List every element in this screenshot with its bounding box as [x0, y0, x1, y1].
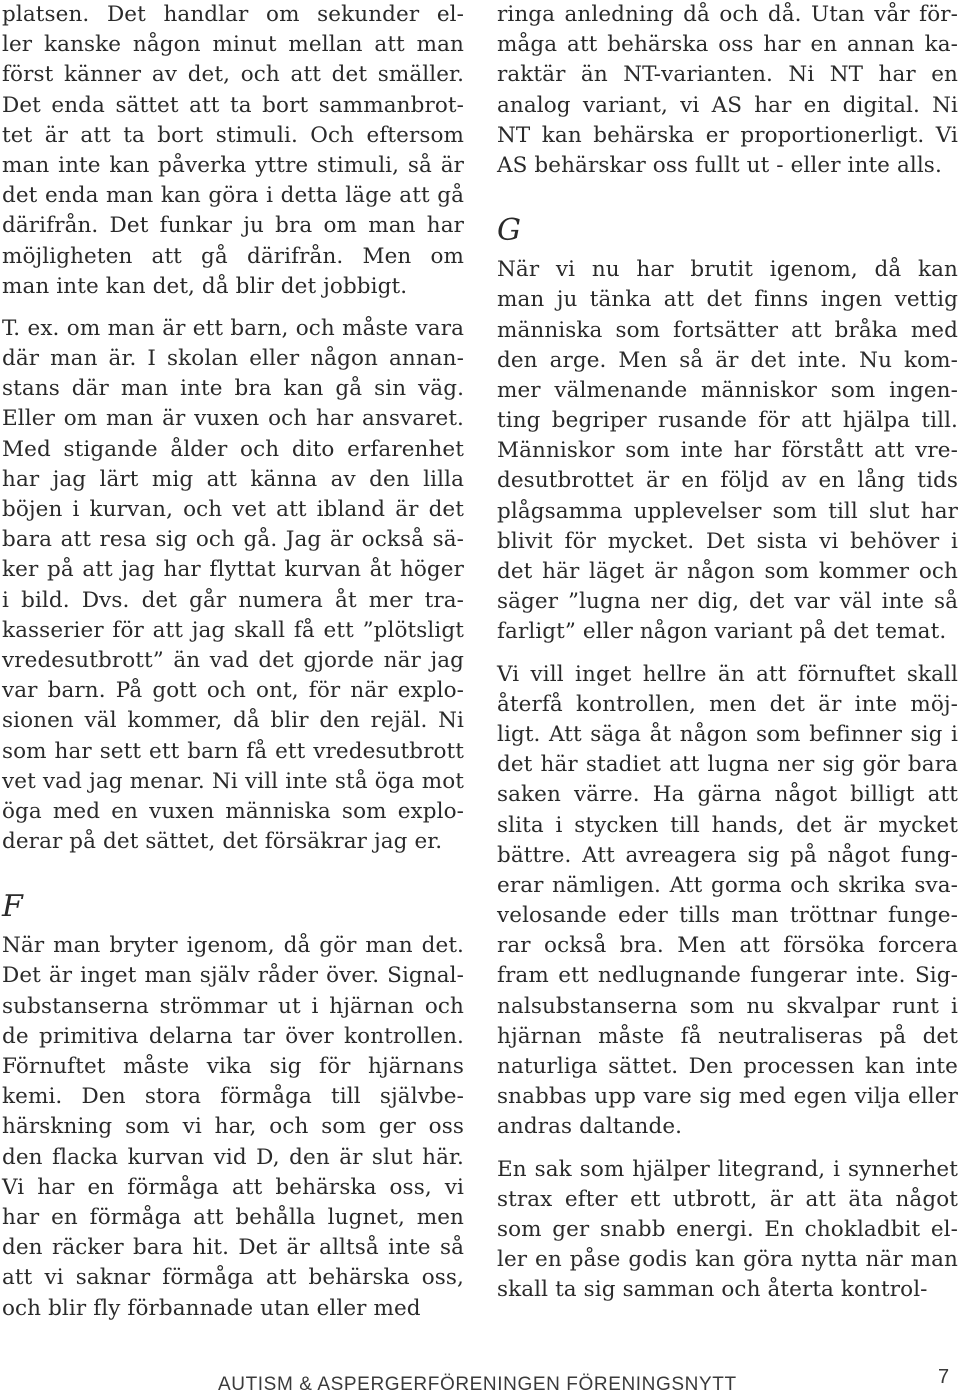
text-line: Förnuftet måste vika sig för hjärnans: [2, 1054, 464, 1079]
paragraph: [497, 1155, 958, 1306]
text-line: mer välmenande människor som ingen-: [497, 377, 958, 403]
text-line: ting begriper rusande för att hjälpa till.: [497, 408, 958, 434]
text-line: säger ”lugna ner dig, det var väl inte så: [497, 589, 958, 615]
text-line: i bild. Dvs. det går numera åt mer tra-: [2, 587, 464, 613]
section-letter-f: F: [2, 889, 23, 925]
page-number: 7: [938, 1366, 950, 1388]
text-line: återfå kontrollen, men det är inte möj-: [497, 691, 958, 717]
text-line: härskning som vi har, och som ger oss: [2, 1114, 464, 1140]
text-line: tet är att ta bort stimuli. Och eftersom: [2, 122, 464, 148]
text-line: måga att behärska oss har en annan ka-: [497, 32, 958, 58]
text-line: den flacka kurvan vid D, den är slut här.: [2, 1144, 464, 1170]
text-line: platsen. Det handlar om sekunder el-: [2, 2, 464, 27]
text-line: Med stigande ålder och dito erfarenhet: [2, 436, 464, 462]
text-line: ligt. Att säga åt någon som befinner sig i: [497, 721, 958, 747]
text-line: bara att resa sig och gå. Jag är också sä-: [2, 527, 464, 553]
text-line: stans där man inte bra kan gå sin väg.: [2, 376, 464, 402]
text-line: sionen väl kommer, då blir den rejäl. Ni: [2, 708, 464, 734]
text-line: den räcker bara hit. Det är alltså inte så: [2, 1235, 464, 1261]
text-line: det enda man kan göra i detta läge att gå: [2, 183, 464, 209]
text-line: öga med en vuxen människa som explo-: [2, 798, 464, 824]
text-line: och blir fly förbannade utan eller med: [2, 1295, 421, 1321]
text-line: slita i stycken till hands, det är mycket: [497, 812, 958, 838]
text-line: skall ta sig samman och återta kontrol-: [497, 1277, 928, 1303]
text-line: naturliga sättet. Den processen kan inte: [497, 1054, 958, 1079]
text-line: saken värre. Ha gärna något billigt att: [497, 782, 958, 808]
text-line: bättre. Att avreagera sig på något fung-: [497, 842, 958, 868]
left-column: [2, 0, 464, 1324]
text-line: När man bryter igenom, då gör man det.: [2, 933, 464, 959]
text-line: nalsubstanserna som nu skvalpar runt i: [497, 993, 958, 1019]
text-line: man inte kan påverka yttre stimuli, så är: [2, 152, 464, 178]
text-line: man ju tänka att det finns ingen vettig: [497, 287, 958, 313]
right-column: [497, 0, 958, 1306]
text-line: substanserna strömmar ut i hjärnan och: [2, 993, 464, 1019]
text-line: kemi. Den stora förmåga till självbe-: [2, 1084, 464, 1110]
text-line: där man är. I skolan eller någon annan-: [2, 346, 464, 372]
paragraph: [2, 0, 464, 302]
text-line: ler kanske någon minut mellan att man: [2, 32, 464, 58]
text-line: ker på att jag har flyttat kurvan åt höger: [2, 557, 464, 583]
text-line: den arge. Men så är det inte. Nu kom-: [497, 347, 958, 373]
text-line: först känner av det, och att det smäller.: [2, 62, 464, 88]
text-line: har jag lärt mig att känna av den lilla: [2, 466, 464, 492]
text-line: Eller om man är vuxen och har ansvaret.: [2, 406, 464, 432]
text-line: snabbas upp vare sig med egen vilja eller: [497, 1084, 958, 1110]
text-line: plågsamma upplevelser som till slut har: [497, 498, 958, 524]
text-line: En sak som hjälper litegrand, i synnerhet: [497, 1156, 958, 1182]
text-line: rar också bra. Men att försöka forcera: [497, 933, 958, 959]
text-line: det här stadiet att lugna ner sig gör bara: [497, 752, 958, 778]
text-line: har en förmåga att behålla lugnet, men: [2, 1204, 464, 1230]
text-line: de primitiva delarna tar över kontrollen.: [2, 1023, 464, 1049]
paragraph: [497, 255, 958, 647]
text-line: blivit för mycket. Det sista vi behöver i: [497, 528, 958, 554]
text-line: man inte kan det, då blir det jobbigt.: [2, 273, 408, 299]
text-line: kasserier för att jag skall få ett ”plötsligt: [2, 617, 464, 643]
paragraph: [2, 314, 464, 857]
text-line: När vi nu har brutit igenom, då kan: [497, 257, 958, 283]
text-line: velosande eder tills man tröttnar funge-: [497, 903, 958, 929]
text-line: vredesutbrott” än vad det gjorde när jag: [2, 647, 464, 673]
text-line: ler en påse godis kan göra nytta när man: [497, 1247, 958, 1273]
text-line: Vi vill inget hellre än att förnuftet skall: [497, 661, 958, 687]
paragraph: [497, 0, 958, 181]
text-line: människa som fortsätter att bråka med: [497, 317, 958, 343]
text-line: farligt” eller någon variant på det temat.: [497, 619, 947, 645]
text-line: som ger snabb energi. En chokladbit el-: [497, 1216, 958, 1242]
text-line: böjen i kurvan, och vet att ibland är det: [2, 497, 464, 522]
text-line: desutbrottet är en följd av en lång tids: [497, 468, 958, 494]
text-line: T. ex. om man är ett barn, och måste vara: [2, 315, 464, 341]
text-line: ringa anledning då och då. Utan vår för-: [497, 2, 958, 27]
text-line: Vi har en förmåga att behärska oss, vi: [2, 1174, 464, 1200]
text-line: andras daltande.: [497, 1114, 683, 1140]
section-letter-g: G: [497, 213, 522, 249]
text-line: som har sett ett barn få ett vredesutbrott: [2, 738, 464, 764]
text-line: Människor som inte har förstått att vre-: [497, 438, 958, 464]
text-line: NT kan behärska er proportionerligt. Vi: [497, 122, 958, 148]
text-line: fram ett nedlugnande fungerar inte. Sig-: [497, 963, 958, 989]
paragraph: [497, 660, 958, 1143]
text-line: Det enda sättet att ta bort sammanbrot-: [2, 92, 464, 118]
text-line: det här läget är någon som kommer och: [497, 559, 958, 584]
paragraph: [2, 931, 464, 1323]
text-line: var barn. På gott och ont, för när explo-: [2, 678, 464, 704]
text-line: hjärnan måste få neutraliseras på det: [497, 1023, 958, 1049]
text-line: analog variant, vi AS har en digital. Ni: [497, 92, 958, 118]
footer-publication-name: AUTISM & ASPERGERFÖRENINGEN FÖRENINGSNYTT: [218, 1374, 737, 1395]
text-line: derar på det sättet, det försäkrar jag er.: [2, 829, 443, 855]
text-line: möjligheten att gå därifrån. Men om: [2, 243, 464, 269]
text-line: AS behärskar oss fullt ut - eller inte alls.: [497, 152, 942, 178]
text-line: raktär än NT-varianten. Ni NT har en: [497, 62, 958, 88]
text-line: strax efter ett utbrott, är att äta något: [497, 1186, 958, 1212]
text-line: vet vad jag menar. Ni vill inte stå öga mot: [2, 768, 464, 794]
text-line: att vi saknar förmåga att behärska oss,: [2, 1265, 464, 1291]
text-line: därifrån. Det funkar ju bra om man har: [2, 213, 464, 239]
text-line: erar nämligen. Att gorma och skrika sva-: [497, 872, 958, 898]
text-line: Det är inget man själv råder över. Signal-: [2, 963, 464, 989]
